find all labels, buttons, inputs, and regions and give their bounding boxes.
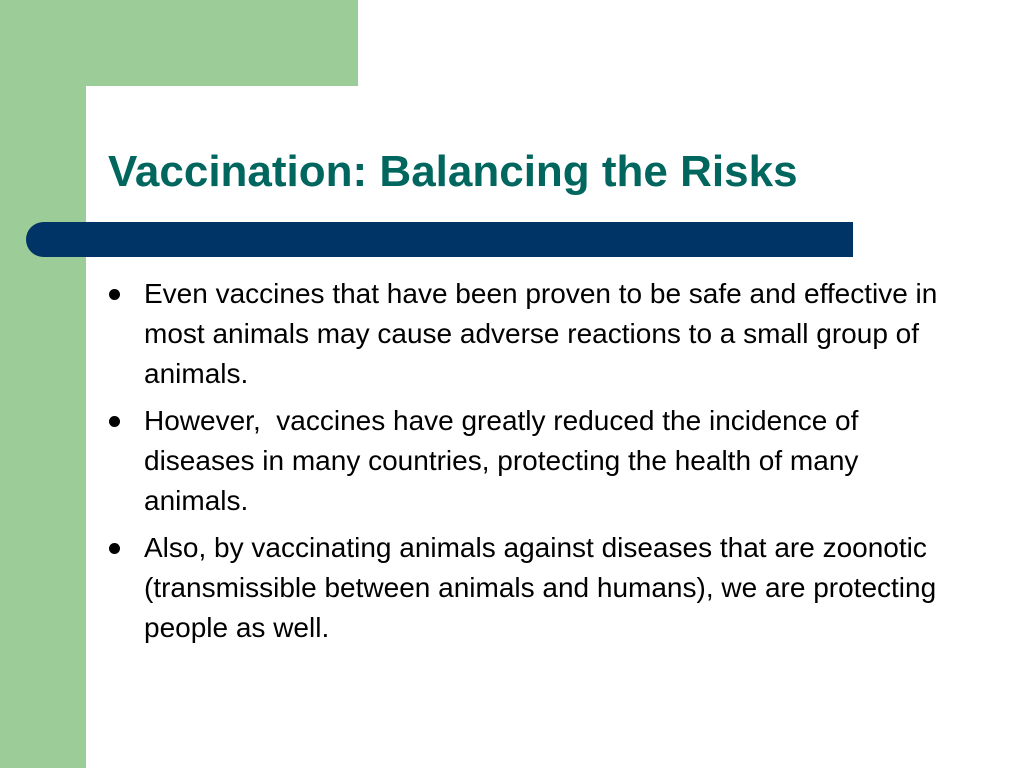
title-underline-bar [26, 222, 853, 257]
bullet-dot-icon [109, 543, 120, 554]
bullet-dot-icon [109, 289, 120, 300]
bullet-text: Also, by vaccinating animals against diseases that are zoonotic (transmissible between animals and humans), we are protecting people as well. [144, 532, 944, 643]
bullet-text: Even vaccines that have been proven to be safe and effective in most animals may cause adverse reactions to a small group of animals. [144, 278, 946, 389]
slide-title: Vaccination: Balancing the Risks [108, 147, 798, 196]
bullet-item-3 [104, 528, 964, 648]
bullet-item-2 [104, 401, 964, 521]
bullet-dot-icon [109, 416, 120, 427]
top-accent-block [86, 0, 358, 86]
bullet-text: However, vaccines have greatly reduced the incidence of diseases in many countries, protecting the health of many animals. [144, 405, 867, 516]
bullet-item-1 [104, 274, 964, 394]
left-accent-bar [0, 0, 86, 768]
bullet-list [104, 274, 964, 655]
